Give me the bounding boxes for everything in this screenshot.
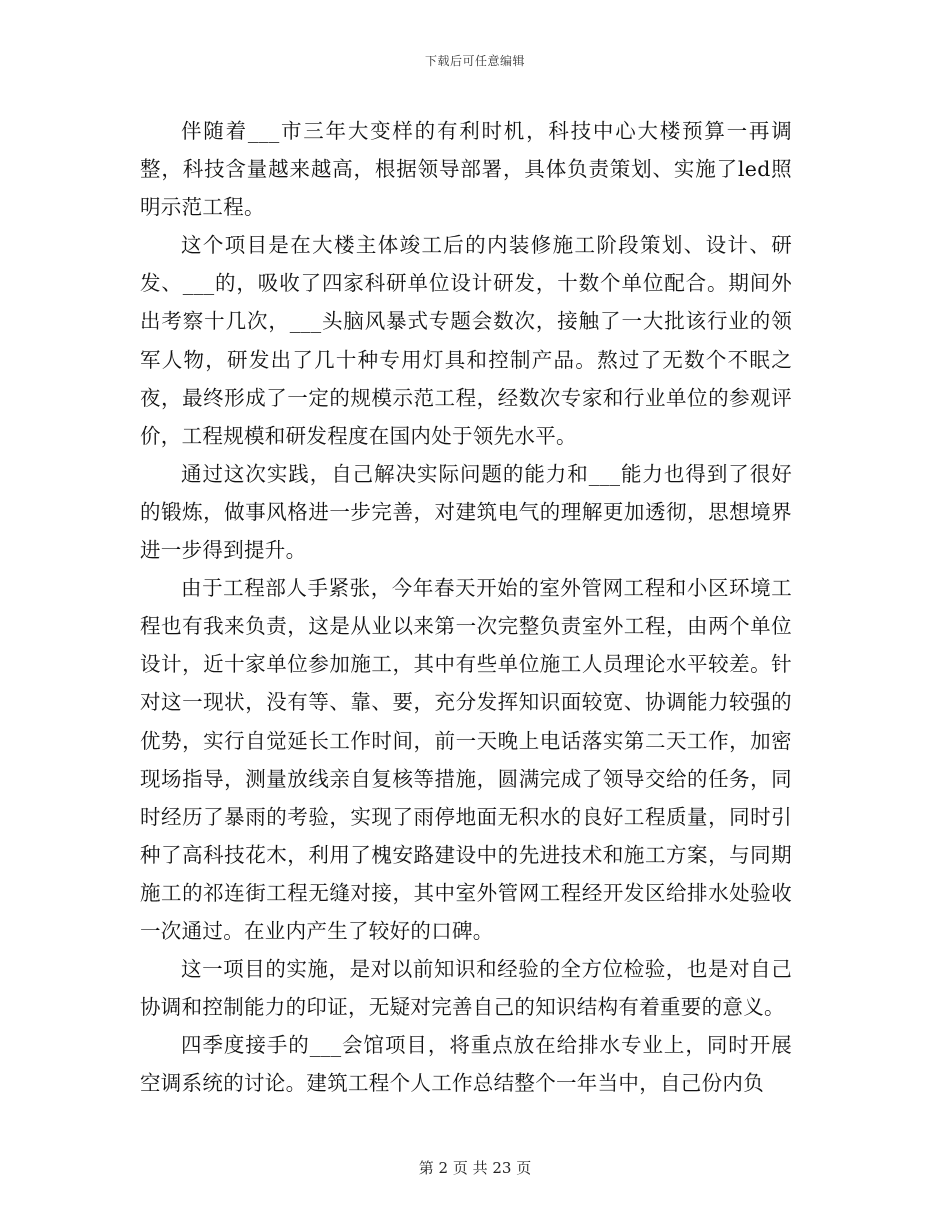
document-body [140, 112, 792, 1102]
paragraph-6: 四季度接手的___会馆项目，将重点放在给排水专业上，同时开展空调系统的讨论。建筑工程个人工作总结整个一年当中，自己份内负 [140, 1033, 792, 1096]
paragraph-3: 通过这次实践，自己解决实际问题的能力和___能力也得到了很好的锻炼，做事风格进一步完善，对建筑电气的理解更加透彻，思想境界进一步得到提升。 [140, 461, 792, 563]
paragraph-1: 伴随着___市三年大变样的有利时机，科技中心大楼预算一再调整，科技含量越来越高，根据领导部署，具体负责策划、实施了led照明示范工程。 [140, 119, 792, 220]
paragraph-2: 这个项目是在大楼主体竣工后的内装修施工阶段策划、设计、研发、___的，吸收了四家科研单位设计研发，十数个单位配合。期间外出考察十几次，___头脑风暴式专题会数次，接触了一大批该行业的领军人物，研发出了几十种专用灯具和控制产品。熬过了无数个不眠之夜，最终形成了一定的规模示范工程，经数次专家和行业单位的参观评价，工程规模和研发程度在国内处于领先水平。 [140, 233, 792, 448]
paragraph-4: 由于工程部人手紧张，今年春天开始的室外管网工程和小区环境工程也有我来负责，这是从业以来第一次完整负责室外工程，由两个单位设计，近十家单位参加施工，其中有些单位施工人员理论水平较差。针对这一现状，没有等、靠、要，充分发挥知识面较宽、协调能力较强的优势，实行自觉延长工作时间，前一天晚上电话落实第二天工作，加密现场指导，测量放线亲自复核等措施，圆满完成了领导交给的任务，同时经历了暴雨的考验，实现了雨停地面无积水的良好工程质量，同时引种了高科技花木，利用了槐安路建设中的先进技术和施工方案，与同期施工的祁连街工程无缝对接，其中室外管网工程经开发区给排水处验收一次通过。在业内产生了较好的口碑。 [140, 576, 792, 943]
page-footer: 第 2 页 共 23 页 [418, 1159, 532, 1177]
page-header: 下载后可任意编辑 [424, 54, 525, 68]
paragraph-5: 这一项目的实施，是对以前知识和经验的全方位检验，也是对自己协调和控制能力的印证，无疑对完善自己的知识结构有着重要的意义。 [140, 957, 792, 1020]
